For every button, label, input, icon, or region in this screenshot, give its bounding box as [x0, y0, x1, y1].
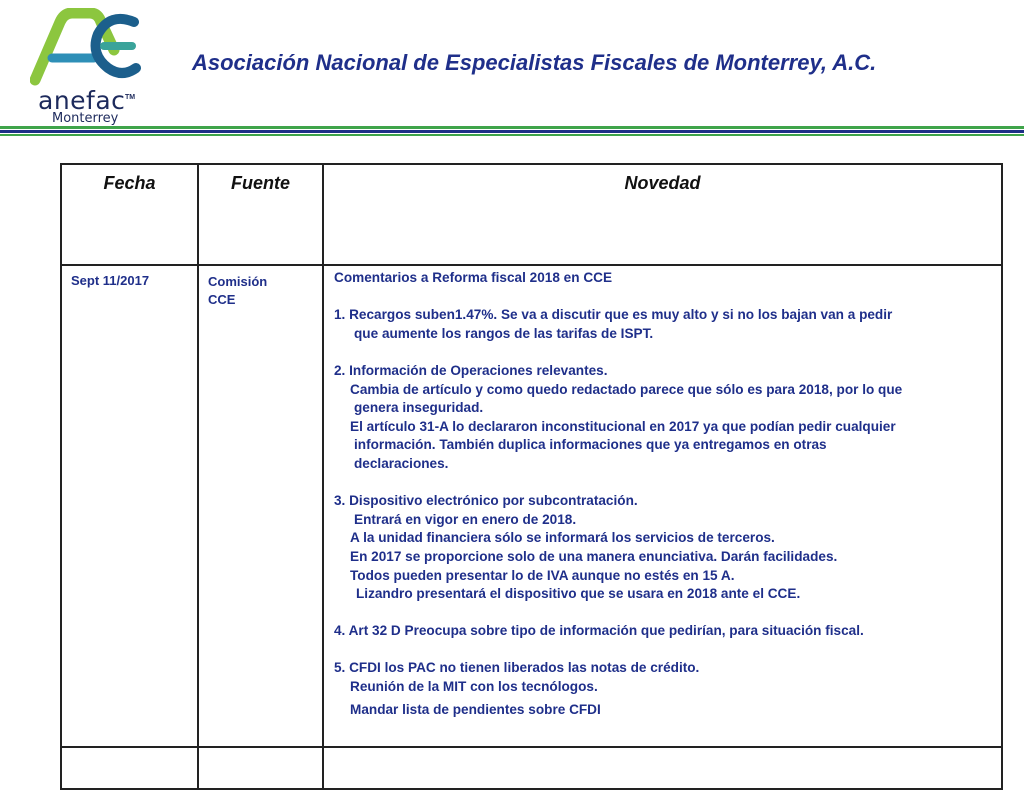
- cell-fecha: Sept 11/2017: [61, 265, 198, 747]
- cell-novedad: [323, 265, 1002, 747]
- table-row: [61, 265, 1002, 747]
- header-fuente: Fuente: [198, 164, 323, 265]
- cell-empty: [323, 747, 1002, 789]
- novedad-line: A la unidad financiera sólo se informará los servicios de terceros.: [350, 530, 775, 546]
- novedad-line: 1. Recargos suben1.47%. Se va a discutir que es muy alto y si no los bajan van a pedir: [334, 307, 893, 323]
- header-divider-green: [0, 126, 1024, 129]
- logo-trademark: TM: [125, 94, 136, 101]
- header-divider-blue: [0, 130, 1024, 133]
- novedad-line: 4. Art 32 D Preocupa sobre tipo de información que pedirían, para situación fiscal.: [334, 623, 864, 639]
- novedad-title: Comentarios a Reforma fiscal 2018 en CCE: [334, 270, 613, 285]
- novedad-line: Reunión de la MIT con los tecnólogos.: [350, 679, 598, 695]
- logo-wordmark: anefac: [38, 86, 126, 115]
- novedad-line: genera inseguridad.: [354, 400, 484, 416]
- fuente-line-2: CCE: [208, 292, 236, 307]
- novedad-line: 2. Información de Operaciones relevantes.: [334, 362, 608, 378]
- novedad-line: El artículo 31-A lo declararon inconstitucional en 2017 ya que podían pedir cualquier: [350, 418, 896, 434]
- table-header-row: [61, 164, 1002, 265]
- cell-fuente: [198, 265, 323, 747]
- cell-empty: [61, 747, 198, 789]
- header-fecha: Fecha: [61, 164, 198, 265]
- header-novedad: Novedad: [323, 164, 1002, 265]
- cell-empty: [198, 747, 323, 789]
- table-row-empty: [61, 747, 1002, 789]
- page-title: Asociación Nacional de Especialistas Fiscales de Monterrey, A.C.: [192, 50, 877, 75]
- header-divider-green-2: [0, 134, 1024, 136]
- novedad-line: declaraciones.: [354, 455, 449, 471]
- novedad-line: Mandar lista de pendientes sobre CFDI: [350, 701, 601, 717]
- logo-city: Monterrey: [52, 111, 119, 126]
- novedad-line: Cambia de artículo y como quedo redactado parece que sólo es para 2018, por lo que: [350, 381, 903, 397]
- novedad-line: que aumente los rangos de las tarifas de ISPT.: [354, 325, 654, 341]
- novedad-line: 3. Dispositivo electrónico por subcontratación.: [334, 493, 638, 509]
- novedad-line: Entrará en vigor en enero de 2018.: [354, 511, 577, 527]
- novedad-line: Todos pueden presentar lo de IVA aunque no estés en 15 A.: [350, 567, 735, 583]
- novedad-line: Lizandro presentará el dispositivo que se usara en 2018 ante el CCE.: [356, 586, 801, 602]
- fuente-line-1: Comisión: [208, 274, 268, 289]
- novedad-line: información. También duplica informaciones que ya entregamos en otras: [354, 437, 827, 453]
- news-table: [60, 163, 1003, 790]
- novedad-line: En 2017 se proporcione solo de una manera enunciativa. Darán facilidades.: [350, 548, 838, 564]
- novedad-line: 5. CFDI los PAC no tienen liberados las notas de crédito.: [334, 660, 700, 676]
